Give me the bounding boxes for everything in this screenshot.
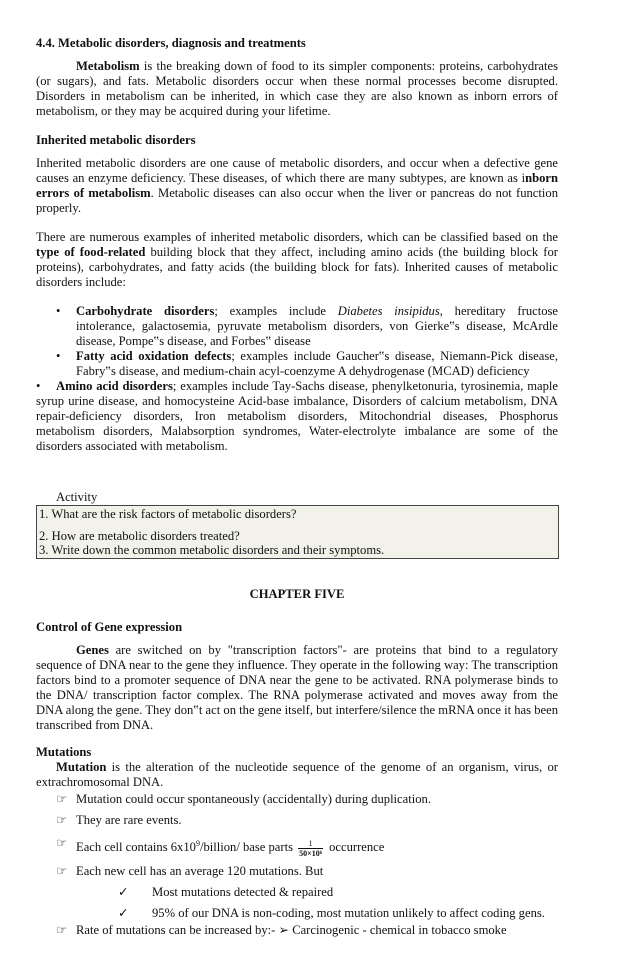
diabetes-term: Diabetes insipidus xyxy=(337,304,440,318)
check-text: 95% of our DNA is non-coding, most mutation unlikely to affect coding gens. xyxy=(152,905,545,920)
metabolism-paragraph xyxy=(36,59,558,119)
mutation-point xyxy=(36,813,558,828)
metabolism-text: is the breaking down of food to its simpler components: proteins, carbohydrates (or sugars), and fats. Metabolic disorders occur when these normal processes become disrupted. Disorders in metabolism can be inherited, in which case they are also known as inborn errors of metabolism, or they may be acquired during your lifetime. xyxy=(36,59,558,118)
inherited-text-a: Inherited metabolic disorders are one cause of metabolic disorders, and occur when a defective gene causes an enzyme deficiency. These diseases, of which there are many subtypes, are known as i xyxy=(36,156,558,185)
pointing-hand-icon: ☞ xyxy=(56,836,68,850)
list-item xyxy=(36,349,558,379)
point-text: Each new cell has an average 120 mutations. But xyxy=(76,863,324,878)
mutation-paragraph xyxy=(36,760,558,790)
activity-box xyxy=(36,505,559,559)
point-text-b: Carcinogenic - chemical in tobacco smoke xyxy=(289,922,507,937)
inborn-errors-term: nborn errors of metabolism xyxy=(36,171,558,200)
mutation-point xyxy=(36,923,558,938)
point-text: They are rare events. xyxy=(76,813,182,827)
point-text: Mutation could occur spontaneously (accidentally) during duplication. xyxy=(76,792,431,806)
activity-question-3: 3. Write down the common metabolic disorders and their symptoms. xyxy=(39,543,385,557)
point-text-a: Rate of mutations can be increased by:- xyxy=(76,922,279,937)
pointing-hand-icon: ☞ xyxy=(56,863,68,878)
list-item xyxy=(36,304,558,349)
examples-text-a: There are numerous examples of inherited metabolic disorders, which can be classified based on the xyxy=(36,230,558,244)
fatty-acid-term: Fatty acid oxidation defects xyxy=(76,349,232,363)
pointing-hand-icon: ☞ xyxy=(56,922,68,937)
carbohydrate-text-b: , hereditary fructose intolerance, galactosemia, pyruvate metabolism disorders, von Gierke‟s disease, McArdle disease, Pompe‟s disease, and Forbes‟ disease xyxy=(76,304,558,348)
check-item xyxy=(36,906,558,921)
pointing-hand-icon: ☞ xyxy=(56,792,68,806)
fraction-denominator: 50×10⁶ xyxy=(299,848,323,858)
checkmark-icon: ✓ xyxy=(118,884,129,899)
carbohydrate-term: Carbohydrate disorders xyxy=(76,304,215,318)
exponent: 9 xyxy=(195,839,200,848)
examples-paragraph xyxy=(36,230,558,290)
point-text-a: Each cell contains 6x10 xyxy=(76,840,196,855)
mutation-term: Mutation xyxy=(56,760,107,774)
point-text-c: occurrence xyxy=(329,840,385,855)
chapter-title: CHAPTER FIVE xyxy=(249,587,345,601)
document-page xyxy=(36,36,558,938)
arrow-icon: ➢ xyxy=(278,922,290,937)
inherited-heading: Inherited metabolic disorders xyxy=(36,133,196,147)
fatty-acid-text: ; examples include Gaucher‟s disease, Niemann-Pick disease, Fabry‟s disease, and medium-chain acyl-coenzyme A dehydrogenase (MCAD) deficiency xyxy=(76,349,558,378)
inherited-text-b: . Metabolic diseases can also occur when the liver or pancreas do not function properly. xyxy=(36,186,558,215)
pointing-hand-icon: ☞ xyxy=(56,813,68,827)
activity-question-1: 1. What are the risk factors of metabolic disorders? xyxy=(39,507,297,521)
checkmark-icon: ✓ xyxy=(118,905,129,920)
mutation-point xyxy=(36,792,558,807)
fraction-numerator: 1 xyxy=(298,839,323,849)
mutation-point xyxy=(36,836,558,858)
gene-paragraph xyxy=(36,643,558,733)
disorder-list xyxy=(36,304,558,379)
amino-acid-text: ; examples include Tay-Sachs disease, phenylketonuria, tyrosinemia, maple syrup urine disease, and homocysteine Acid-base imbalance, Disorders of calcium metabolism, DNA repair-deficiency disorders, Iron metabolism disorders, Mitochondrial diseases, Phosphorus metabolism disorders, Malabsorption syndromes, Water-electrolyte imbalance are some of the disorders associated with metabolism. xyxy=(36,379,558,453)
bullet-icon: • xyxy=(36,379,41,393)
mutation-point xyxy=(36,864,558,879)
point-text-b: /billion/ base parts xyxy=(199,840,297,855)
amino-acid-term: Amino acid disorders xyxy=(56,379,173,393)
activity-label: Activity xyxy=(56,490,98,504)
gene-text: are switched on by "transcription factors"- are proteins that bind to a regulatory sequence of DNA near to the gene they influence. They operate in the following way: The transcription factors bind to a promoter sequence of DNA near the gene to be activated. RNA polymerase binds to the DNA/ transcription factor complex. The RNA polymerase activated and moves away from the DNA along the gene. They don‟t act on the gene itself, but interfere/silence the mRNA once it has been transcribed from DNA. xyxy=(36,643,558,732)
check-item xyxy=(36,885,558,900)
bullet-icon: • xyxy=(56,349,61,363)
genes-term: Genes xyxy=(76,643,109,657)
activity-question-2: 2. How are metabolic disorders treated? xyxy=(39,529,240,543)
food-related-term: type of food-related xyxy=(36,245,146,259)
inherited-paragraph xyxy=(36,156,558,216)
gene-expression-heading: Control of Gene expression xyxy=(36,620,183,634)
carbohydrate-text-a: ; examples include xyxy=(214,304,338,318)
examples-text-b: building block that they affect, including amino acids (the building block for proteins), carbohydrates, and fatty acids (the building block for fats). Inherited causes of metabolic disorders include: xyxy=(36,245,558,289)
mutations-heading: Mutations xyxy=(36,745,92,759)
bullet-icon: • xyxy=(56,304,61,318)
fraction xyxy=(298,839,323,858)
section-heading: 4.4. Metabolic disorders, diagnosis and treatments xyxy=(36,36,306,50)
metabolism-term: Metabolism xyxy=(76,59,140,73)
mutation-text: is the alteration of the nucleotide sequence of the genome of an organism, virus, or extrachromosomal DNA. xyxy=(36,760,558,789)
check-text: Most mutations detected & repaired xyxy=(152,884,334,899)
amino-acid-paragraph xyxy=(36,379,558,454)
